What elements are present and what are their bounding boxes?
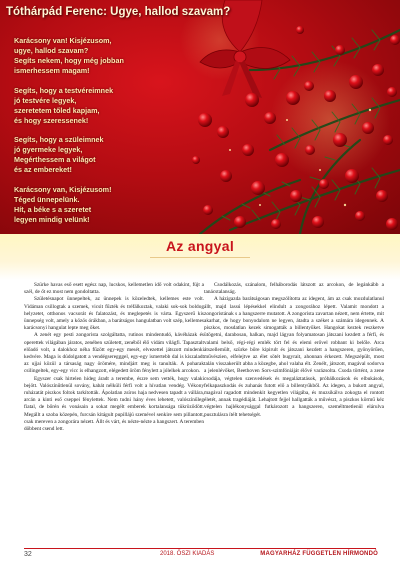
article-paragraph: Születésnapot ünnepeltek, az ünnepek is közeledtek, kellemes este volt. Vidáman csillogtak a szemek, vicsit fűzték és tréfálkoztak, valaki sok-sok boldog helyzetet, otthonos vacsorát és falatozást, és meglepetés is várta. Egyszerű kis ünnepség volt, amely a közös órákban, a barátságos hangulatban volt szép, kellemes karácsonyi hangulat lepte meg őket. xyxy=(24,296,204,332)
poem-text xyxy=(14,36,184,234)
article-paragraph: Szürke havas eső esett egész nap, lucskos, kellemetlen idő volt odakint, fújt a szél, de őt ez most nem gondoltatta. xyxy=(24,282,204,296)
poem-line: és hogy szeressenek! xyxy=(14,115,89,125)
poem-line: ismerhessem magam! xyxy=(14,66,90,75)
publication-name: MAGYARHÁZ FÜGGETLEN HÍRMONDÓ xyxy=(260,551,378,557)
article-title: Az angyal xyxy=(165,238,235,254)
poem-stanza xyxy=(14,185,184,225)
poem-line: Megérthessem a világot xyxy=(14,155,96,164)
poem-line: szeretetem tőled kapjam, xyxy=(14,105,100,115)
poem-line: Téged ünnepelünk. xyxy=(14,194,80,204)
poem-line: Segíts nekem, hogy még jobban xyxy=(14,56,124,65)
article-paragraph: Csodálkozás, szánalom, felháborodás látszott az arcokon, de legánkább a tanácstalanság. xyxy=(204,282,384,296)
poem-line: jó gyermeke legyek, xyxy=(14,145,83,154)
poem-stanza xyxy=(14,36,184,76)
poem-stanza xyxy=(14,86,184,126)
title-divider xyxy=(150,257,250,258)
poem-line: Hít, a béke s a szeretet xyxy=(14,204,92,214)
article-column-left xyxy=(24,282,204,433)
poem-title: Tóthárpád Ferenc: Ugye, hallod szavam? xyxy=(6,6,231,18)
footer-divider xyxy=(24,548,376,549)
poem-line: ugye, hallod szavam? xyxy=(14,46,89,55)
poem-line: Segíts, hogy a szüleimnek xyxy=(14,135,104,144)
poem-line: Karácsony van! Kisjézusom, xyxy=(14,36,112,45)
edition-label: 2018. ŐSZI KIADÁS xyxy=(160,551,215,557)
poem-line: legyen mindig velünk! xyxy=(14,214,90,224)
page-number: 32 xyxy=(24,551,32,558)
article-paragraph: A zenét egy pesti zongorista szolgáltatta, rutinos mindentudó, kávéházak és operettek világában járatos, zenében született, zenéből élő vidám világfi. Tapasztalt előadó volt, a dalokhoz néha fűzött egy-egy mesét, elvezettel játszott mindenki kedvére. Maga is dúdolgatott a vendégseregggel, egy-egy ismertebb dal is kiszaladt az ujjai közül a társaság nagy örömére, mindjárt meg is tanulták. A poharak csilingeltek, egy-egy vicc is elhangzott, elégedett öröm fénylett a jólelkek arcokon. xyxy=(24,332,204,375)
article-paragraph: A házigazda barátságosan megszólította az idegent, ám az csak mozdulatlanul állt, majd lassú lépésekkel elindult a zongorához lépett. Valamit mondott a zongoristának s a hangszerre mutatott. A zongorista zavartan nézett, nem értette, mit akarhat, de hogy bonyodalom ne legyen, átadta a széket a számára idegennek. A piszkos, mosdatlan kezek simogatták a billentyűket. Hangokat keztek reszketve ütögetni, darabosan, halkan, majd lágyan folyamatosan játszani kezdett a férfi, és valami belső, régi-régi emlék tört fel és elemi erővel robbant ki belőle. Arca átszellemült, szürke bőre kipirult és játszani kezdett a hangszeren, gyönyörűen, művészien, elfelejtve az élet sötét bugyrait, ahonnan érkezett. Megszépült, most talán visszakerült abba a közegbe, ahol valaha élt. Zenélt, játszott, magával sodorva a jelenlévőket, Beethoven Sors-szimfóniáját élővé varázsolta. Csoda történt, a zene csodája, végtelen szenvedések és megaláztatások, próbálkozások és elbukások, felkapaszkodás és zuhanás futott elő a billentyűkből. Az idegen, a bukott angyal, magával ragadott mindenkit kegyetlen világába, és muzsikálva zokogta el rontott életét, annak tragédiáját. Lehajtott fejjel hallgatták a művészt, a piszkos körmű kéz végtelen hajlékonysággal futkározott a hangszeren, személtmetlenül elárulva pusztulásra ítélt tehetségét. xyxy=(204,296,384,418)
article-column-right xyxy=(204,282,384,419)
poem-line: és az embereket! xyxy=(14,165,72,174)
article-paragraph: Egyszer csak hirtelen hideg áradt a terembe, észre sem vették, hogy valaki bejött. Valószínűtlenül sovány, kabát nélküli férfi volt a hívatlan vendég. Vékony ruházatát piszkos foltok tarkították. Ápolatlan zsíros haja nedvesen tapadt a vállára, arcán a kinti eső cseppei fénylettek. Nem tudni hány éves lehetett, valószínűleg fiatal, de bőrén és vonásain a sokat megélt emberek kortalansága tükröződött. Megállt a szoba közepén, furcsán kitágult pupillájú szemével senkire sem pillantott, csak mereven a zongorára nézett. Állt és várt, és nézte-nézte a hangszert. A teremben döbbent csend lett. xyxy=(24,375,205,433)
christmas-banner xyxy=(0,0,400,234)
poem-line: Karácsony van, Kisjézusom! xyxy=(14,184,112,194)
poem-stanza xyxy=(14,135,184,175)
poem-line: jó testvére legyek, xyxy=(14,95,77,105)
poem-line: Segíts, hogy a testvéreimnek xyxy=(14,85,114,95)
